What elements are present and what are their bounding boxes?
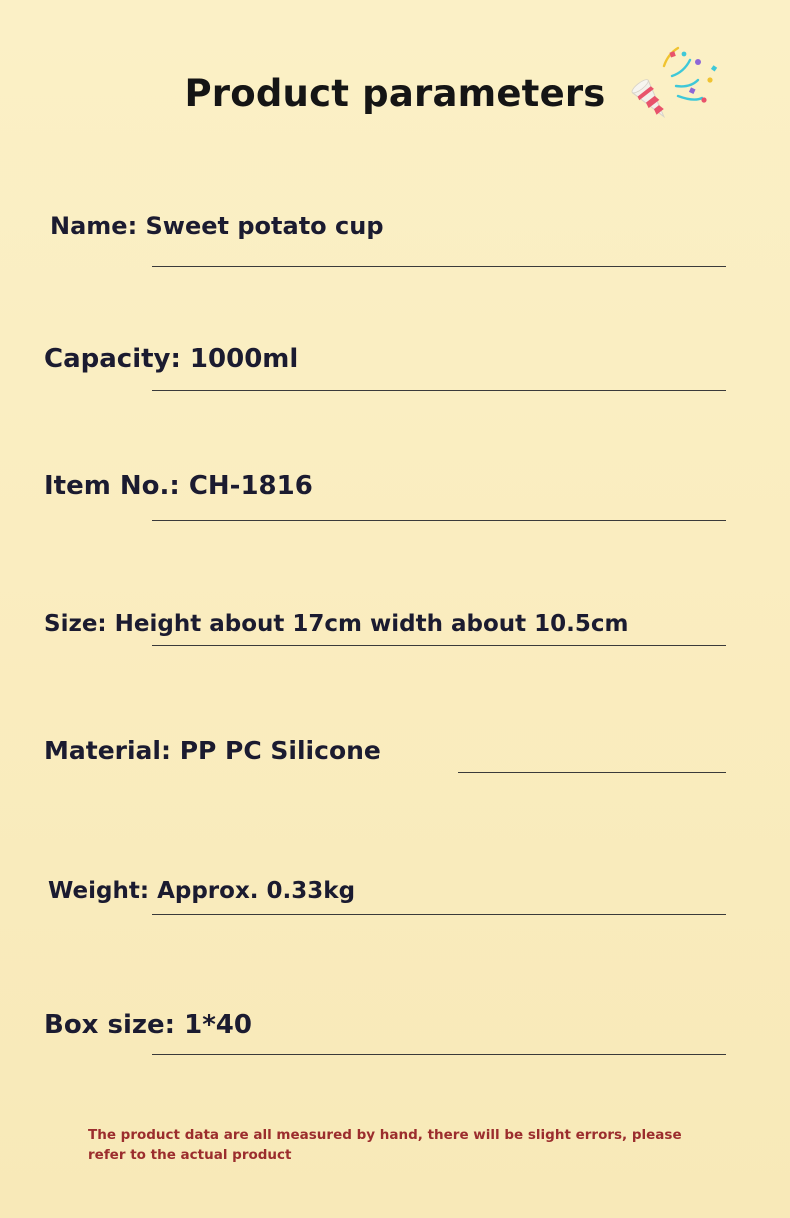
page-title: Product parameters [184, 72, 606, 115]
param-label-size: Size: Height about 17cm width about 10.5cm [44, 611, 629, 637]
param-label-material: Material: PP PC Silicone [44, 736, 381, 765]
param-rule-material [458, 772, 726, 773]
param-label-item-no: Item No.: CH-1816 [44, 471, 313, 501]
param-label-name: Name: Sweet potato cup [50, 212, 384, 240]
param-label-box-size: Box size: 1*40 [44, 1010, 252, 1040]
param-rule-box-size [152, 1054, 726, 1055]
party-popper-icon [612, 42, 722, 132]
param-rule-capacity [152, 390, 726, 391]
param-rule-item-no [152, 520, 726, 521]
disclaimer-note: The product data are all measured by hand, there will be slight errors, please refer to the actual product [88, 1127, 682, 1163]
param-rule-name [152, 266, 726, 267]
param-rule-weight [152, 914, 726, 915]
param-label-capacity: Capacity: 1000ml [44, 344, 299, 374]
param-rule-size [152, 645, 726, 646]
param-label-weight: Weight: Approx. 0.33kg [48, 878, 356, 904]
